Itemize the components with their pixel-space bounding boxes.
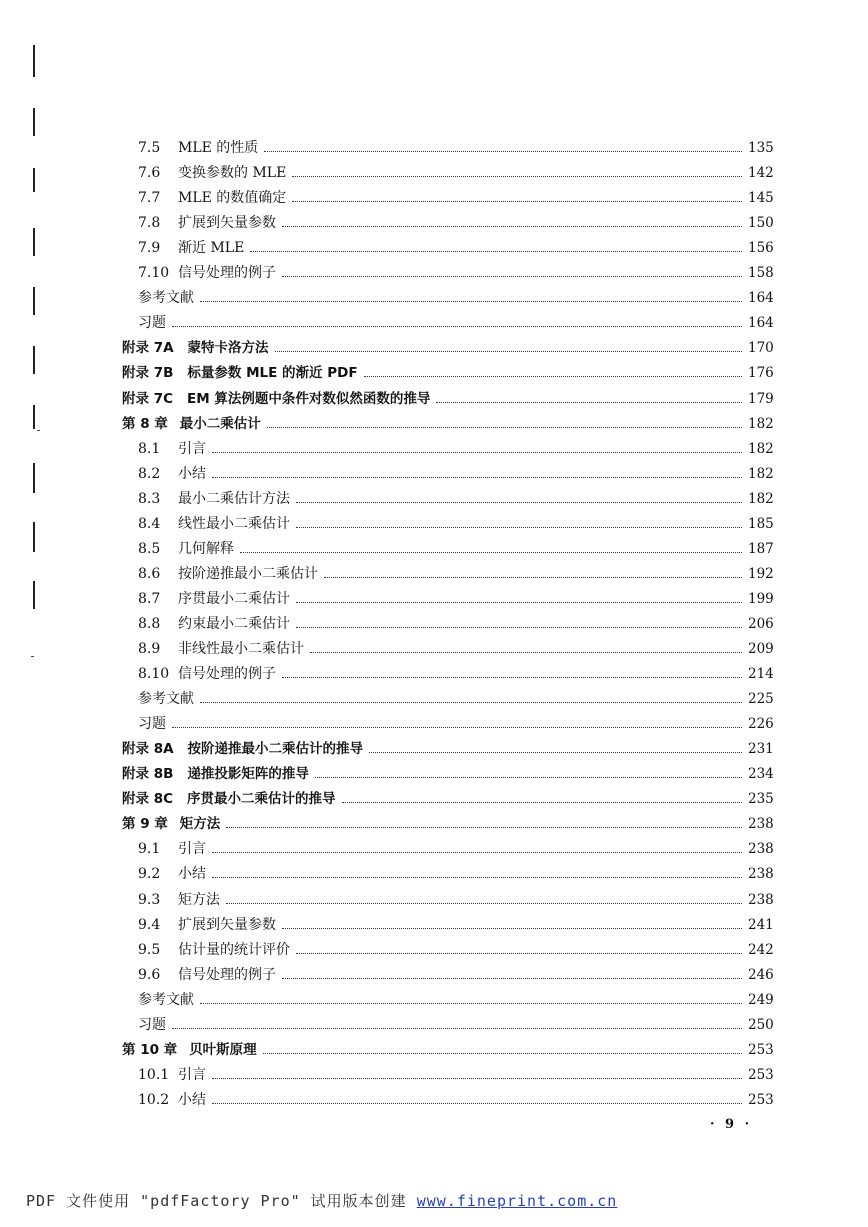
toc-title: 小结 — [178, 465, 206, 482]
dot-leader — [212, 851, 742, 853]
toc-number: 8.7 — [138, 590, 161, 607]
pdf-footer — [26, 1190, 617, 1211]
toc-title: 渐近 MLE — [178, 240, 245, 257]
toc-page-number: 250 — [748, 1016, 774, 1033]
dot-leader — [212, 1102, 742, 1104]
toc-title: 信号处理的例子 — [178, 265, 276, 282]
dot-leader — [282, 676, 742, 678]
toc-page-number: 241 — [748, 916, 774, 933]
toc-row[interactable] — [122, 759, 778, 783]
toc-page-number: 199 — [748, 590, 774, 607]
dot-leader — [282, 927, 742, 929]
toc-number: 8.9 — [138, 641, 161, 657]
toc-number: 附录 7A — [122, 340, 174, 357]
toc-page-number: 249 — [748, 991, 774, 1008]
toc-row[interactable] — [138, 559, 778, 583]
toc-row[interactable] — [138, 1085, 778, 1109]
toc-number: 8.10 — [138, 666, 170, 683]
toc-number: 9.2 — [138, 866, 161, 883]
toc-number: 第 8 章 — [122, 415, 168, 432]
toc-title: 贝叶斯原理 — [189, 1041, 257, 1058]
toc-title: 习题 — [138, 716, 166, 733]
toc-row[interactable] — [138, 910, 778, 934]
scan-edge-mark — [33, 228, 35, 256]
toc-page-number: 179 — [748, 390, 774, 407]
dot-leader — [226, 826, 742, 828]
toc-page-number: 235 — [748, 791, 774, 808]
dot-leader — [292, 200, 742, 202]
toc-page-number: 182 — [748, 415, 774, 432]
toc-title: 矩方法 — [179, 816, 221, 833]
toc-page-number: 242 — [748, 941, 774, 958]
toc-number: 7.10 — [138, 265, 170, 282]
toc-row[interactable] — [138, 183, 778, 207]
toc-number: 8.4 — [138, 515, 161, 532]
toc-page-number: 234 — [748, 766, 774, 783]
toc-row[interactable] — [138, 459, 778, 483]
toc-title: 线性最小二乘估计 — [178, 515, 290, 532]
toc-row[interactable] — [122, 333, 778, 357]
toc-row[interactable] — [138, 584, 778, 608]
dot-leader — [264, 150, 742, 152]
toc-row[interactable] — [138, 509, 778, 533]
toc-title: 信号处理的例子 — [178, 966, 276, 983]
toc-number: 附录 8B — [122, 766, 174, 783]
toc-number: 7.6 — [138, 165, 161, 182]
dot-leader — [315, 776, 742, 778]
toc-title: 扩展到矢量参数 — [178, 215, 276, 232]
toc-row[interactable] — [138, 1060, 778, 1084]
dot-leader — [275, 350, 742, 352]
toc-row[interactable] — [138, 434, 778, 458]
dot-leader — [296, 501, 742, 503]
toc-page-number: 253 — [748, 1091, 774, 1108]
toc-row[interactable] — [138, 133, 778, 157]
toc-title: EM 算法例题中条件对数似然函数的推导 — [187, 390, 431, 407]
toc-row[interactable] — [138, 233, 778, 257]
toc-title: 习题 — [138, 1016, 166, 1033]
toc-number: 7.9 — [138, 240, 161, 257]
toc-title: 最小二乘估计方法 — [178, 490, 290, 507]
dot-leader — [240, 551, 742, 553]
toc-number: 8.6 — [138, 565, 161, 582]
toc-number: 9.5 — [138, 941, 161, 958]
toc-row[interactable] — [138, 885, 778, 909]
dot-leader — [342, 801, 742, 803]
toc-number: 8.3 — [138, 490, 161, 507]
toc-row[interactable] — [138, 258, 778, 282]
scan-edge-mark — [33, 581, 35, 609]
toc-page-number: 170 — [748, 340, 774, 357]
toc-title: 信号处理的例子 — [178, 666, 276, 683]
toc-page-number: 158 — [748, 265, 774, 282]
toc-title: 引言 — [178, 1066, 206, 1083]
dot-leader — [200, 701, 742, 703]
toc-number: 9.1 — [138, 841, 161, 858]
toc-title: 参考文献 — [138, 991, 194, 1008]
dot-leader — [250, 250, 742, 252]
toc-title: MLE 的数值确定 — [178, 190, 287, 207]
toc-number: 7.7 — [138, 190, 161, 207]
toc-page-number: 192 — [748, 565, 774, 582]
toc-row[interactable] — [138, 283, 778, 307]
toc-row[interactable] — [138, 709, 778, 733]
toc-number: 附录 7C — [122, 390, 174, 407]
toc-row[interactable] — [138, 308, 778, 332]
toc-title: MLE 的性质 — [178, 140, 259, 156]
dot-leader — [310, 651, 742, 653]
toc-number: 8.5 — [138, 540, 161, 557]
toc-page-number: 185 — [748, 515, 774, 532]
dot-leader — [226, 902, 742, 904]
dot-leader — [200, 1002, 742, 1004]
dot-leader — [212, 451, 742, 453]
footer-text: PDF 文件使用 "pdfFactory Pro" 试用版本创建 — [26, 1192, 417, 1210]
toc-page-number: 238 — [748, 841, 774, 858]
dot-leader — [364, 375, 742, 377]
dot-leader — [282, 225, 742, 227]
scan-edge-mark — [33, 522, 35, 552]
toc-title: 参考文献 — [138, 290, 194, 307]
toc-row[interactable] — [122, 384, 778, 408]
dot-leader — [296, 952, 742, 954]
toc-row[interactable] — [138, 634, 778, 658]
toc-title: 标量参数 MLE 的渐近 PDF — [187, 365, 358, 382]
toc-title: 小结 — [178, 1091, 206, 1108]
toc-page-number: 253 — [748, 1041, 774, 1058]
dot-leader — [369, 751, 742, 753]
toc-number: 10.2 — [138, 1091, 170, 1108]
toc-row[interactable] — [138, 684, 778, 708]
toc-page-number: 226 — [748, 716, 774, 733]
scan-speck — [31, 656, 34, 657]
toc-page-number: 182 — [748, 440, 774, 457]
toc-page-number: 182 — [748, 465, 774, 482]
dot-leader — [296, 626, 742, 628]
dot-leader — [436, 401, 742, 403]
toc-title: 参考文献 — [138, 691, 194, 708]
toc-page-number: 231 — [748, 741, 774, 758]
toc-number: 第 10 章 — [122, 1041, 178, 1058]
toc-page-number: 238 — [748, 866, 774, 883]
toc-number: 9.4 — [138, 916, 161, 933]
dot-leader — [212, 1077, 742, 1079]
dot-leader — [212, 476, 742, 478]
dot-leader — [263, 1052, 742, 1054]
toc-title: 引言 — [178, 841, 206, 858]
toc-page-number: 164 — [748, 315, 774, 332]
toc-title: 估计量的统计评价 — [178, 941, 290, 958]
scan-edge-mark — [33, 108, 35, 136]
toc-row[interactable] — [138, 1010, 778, 1034]
toc-page-number: 206 — [748, 615, 774, 632]
toc-number: 8.8 — [138, 615, 161, 632]
toc-row[interactable] — [138, 659, 778, 683]
toc-row[interactable] — [138, 534, 778, 558]
toc-title: 最小二乘估计 — [179, 415, 261, 432]
toc-number: 9.3 — [138, 891, 161, 908]
toc-number: 8.2 — [138, 465, 161, 482]
toc-number: 7.5 — [138, 140, 161, 156]
toc-title: 引言 — [178, 440, 206, 457]
dot-leader — [200, 300, 742, 302]
toc-number: 附录 8A — [122, 741, 174, 758]
toc-title: 蒙特卡洛方法 — [187, 340, 269, 357]
toc-number: 10.1 — [138, 1066, 170, 1083]
toc-row[interactable] — [138, 834, 778, 858]
dot-leader — [212, 876, 742, 878]
toc-page-number: 164 — [748, 290, 774, 307]
toc-row[interactable] — [138, 935, 778, 959]
toc-page-number: 142 — [748, 165, 774, 182]
toc-page-number: 214 — [748, 666, 774, 683]
toc-row[interactable] — [122, 809, 778, 833]
toc-page-number: 246 — [748, 966, 774, 983]
dot-leader — [172, 1027, 742, 1029]
scan-edge-mark — [33, 45, 35, 77]
toc-page-number: 238 — [748, 816, 774, 833]
page-number: · 9 · — [710, 1117, 753, 1132]
scan-edge-mark — [33, 287, 35, 315]
toc-page-number: 135 — [748, 140, 774, 156]
toc-page-number: 225 — [748, 691, 774, 708]
dot-leader — [296, 601, 742, 603]
toc-page-number: 238 — [748, 891, 774, 908]
dot-leader — [296, 526, 742, 528]
toc-number: 7.8 — [138, 215, 161, 232]
scan-speck — [37, 430, 40, 431]
toc-page-number: 209 — [748, 641, 774, 657]
dot-leader — [267, 426, 742, 428]
toc-title: 变换参数的 MLE — [178, 165, 287, 182]
toc-page-number: 145 — [748, 190, 774, 207]
toc-title: 序贯最小二乘估计的推导 — [187, 791, 336, 808]
toc-row[interactable] — [138, 158, 778, 182]
toc-page-number: 150 — [748, 215, 774, 232]
scan-edge-mark — [33, 168, 35, 192]
dot-leader — [172, 726, 742, 728]
toc-page-number: 253 — [748, 1066, 774, 1083]
toc-row[interactable] — [138, 208, 778, 232]
toc-row[interactable] — [122, 358, 778, 382]
toc-page-number: 187 — [748, 540, 774, 557]
toc-row[interactable] — [138, 609, 778, 633]
toc-page-number: 176 — [748, 365, 774, 382]
toc-title: 扩展到矢量参数 — [178, 916, 276, 933]
scan-edge-mark — [33, 405, 35, 429]
toc-number: 8.1 — [138, 440, 161, 457]
dot-leader — [292, 175, 742, 177]
dot-leader — [282, 977, 742, 979]
toc-row[interactable] — [138, 985, 778, 1009]
toc-title: 约束最小二乘估计 — [178, 615, 290, 632]
footer-link[interactable]: www.fineprint.com.cn — [416, 1192, 618, 1210]
toc-row[interactable] — [122, 734, 778, 758]
scan-edge-mark — [33, 463, 35, 493]
toc-number: 附录 7B — [122, 365, 174, 382]
scan-edge-mark — [33, 346, 35, 374]
dot-leader — [172, 325, 742, 327]
toc-title: 按阶递推最小二乘估计的推导 — [187, 741, 364, 758]
toc-title: 非线性最小二乘估计 — [178, 641, 304, 657]
toc-title: 几何解释 — [178, 540, 234, 557]
toc-title: 小结 — [178, 866, 206, 883]
toc-title: 矩方法 — [178, 891, 220, 908]
toc-title: 递推投影矩阵的推导 — [187, 766, 309, 783]
toc-title: 习题 — [138, 315, 166, 332]
toc-row[interactable] — [138, 484, 778, 508]
toc-row[interactable] — [122, 1035, 778, 1059]
dot-leader — [324, 576, 742, 578]
toc-row[interactable] — [122, 784, 778, 808]
toc-page-number: 156 — [748, 240, 774, 257]
toc-row[interactable] — [138, 859, 778, 883]
toc-number: 第 9 章 — [122, 816, 168, 833]
dot-leader — [282, 275, 742, 277]
toc-number: 9.6 — [138, 966, 161, 983]
toc-row[interactable] — [122, 409, 778, 433]
toc-number: 附录 8C — [122, 791, 174, 808]
toc-title: 按阶递推最小二乘估计 — [178, 565, 318, 582]
toc-title: 序贯最小二乘估计 — [178, 590, 290, 607]
toc-row[interactable] — [138, 960, 778, 984]
toc-page-number: 182 — [748, 490, 774, 507]
